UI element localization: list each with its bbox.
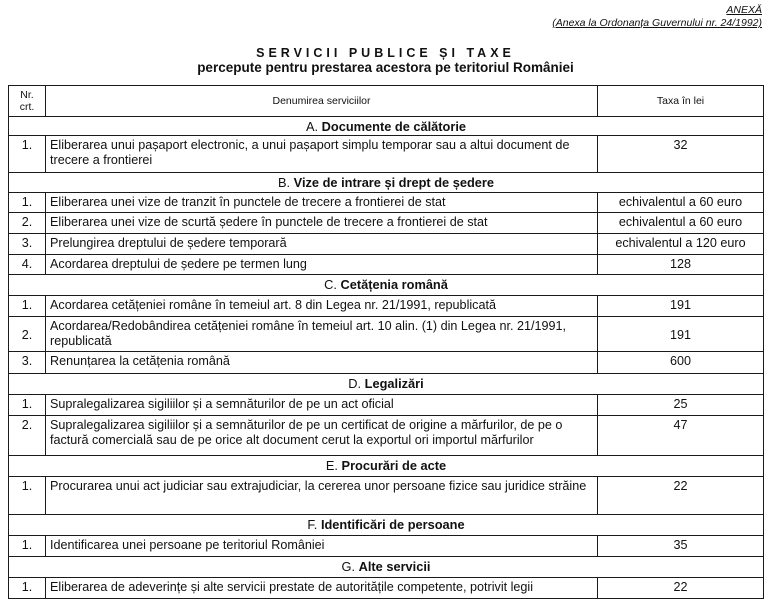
fees-table [8,85,764,599]
table-row: 1. Eliberarea de adeverințe și alte servicii prestate de autoritățile competente, potrivit legii 22 [9,578,764,599]
table-row: 2. Acordarea/Redobândirea cetățeniei române în temeiul art. 10 alin. (1) din Legea nr. 21/1991, republicată 191 [9,317,764,352]
document-title: SERVICII PUBLICE ȘI TAXE [256,46,515,60]
section-header-c: C. Cetățenia română [9,275,764,296]
section-header-d: D. Legalizări [9,374,764,395]
table-row: 1. Supralegalizarea sigiliilor și a semnăturilor de pe un act oficial 25 [9,395,764,416]
table-row: 1. Procurarea unui act judiciar sau extrajudiciar, la cererea unor persoane fizice sau juridice străine 22 [9,477,764,515]
table-row: 4. Acordarea dreptului de ședere pe termen lung 128 [9,255,764,275]
table-row: 3. Renunțarea la cetățenia română 600 [9,352,764,374]
annex-reference [552,4,762,30]
table-row: 2. Eliberarea unei vize de scurtă ședere în punctele de trecere a frontierei de stat echivalentul a 60 euro [9,213,764,234]
table-row: 1. Identificarea unei persoane pe teritoriul României 35 [9,536,764,557]
section-header-g: G. Alte servicii [9,557,764,578]
annex-label: ANEXĂ [726,4,762,16]
section-header-e: E. Procurări de acte [9,456,764,477]
column-header-nr: Nr. crt. [9,86,46,117]
table-row: 2. Supralegalizarea sigiliilor și a semnăturilor de pe un certificat de origine a mărfurilor, de pe o factură comercială sau de pe orice alt document cerut la exportul ori importul mărfurilor 47 [9,416,764,456]
section-header-f: F. Identificări de persoane [9,515,764,536]
annex-ordinance-ref: (Anexa la Ordonanța Guvernului nr. 24/1992) [552,17,762,29]
table-header-row [9,86,764,117]
section-header-a: A. Documente de călătorie [9,117,764,136]
table-row: 1. Eliberarea unui pașaport electronic, a unui pașaport simplu temporar sau a altui document de trecere a frontierei 32 [9,136,764,173]
table-row: 1. Eliberarea unei vize de tranzit în punctele de trecere a frontierei de stat echivalentul a 60 euro [9,193,764,213]
document-subtitle: percepute pentru prestarea acestora pe teritoriul României [197,60,574,75]
table-row: 1. Acordarea cetățeniei române în temeiul art. 8 din Legea nr. 21/1991, republicată 191 [9,296,764,317]
section-header-b: B. Vize de intrare și drept de ședere [9,173,764,193]
table-row: 3. Prelungirea dreptului de ședere temporară echivalentul a 120 euro [9,234,764,255]
column-header-fee: Taxa în lei [598,86,764,117]
column-header-service: Denumirea serviciilor [46,86,598,117]
